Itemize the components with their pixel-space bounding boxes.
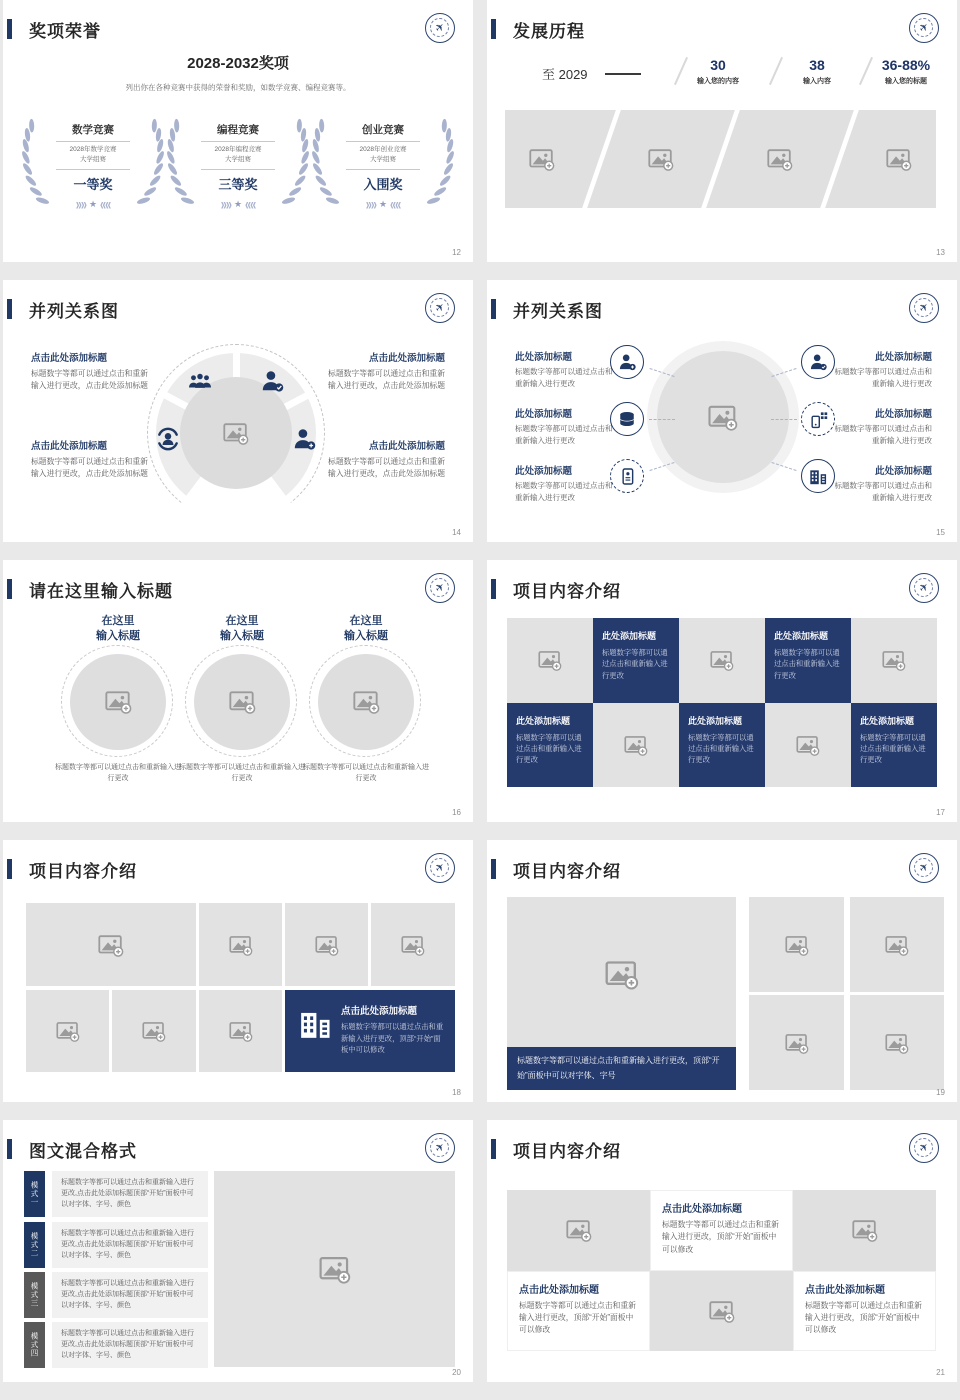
- chevrons-icon: ««: [100, 195, 111, 214]
- content-grid: [507, 1190, 936, 1351]
- slide-15-parallel-diagram[interactable]: [487, 280, 957, 542]
- id-card-icon: [610, 459, 644, 493]
- title-accent-bar: [491, 19, 496, 39]
- card-heading: 点击此处添加标题: [341, 1006, 418, 1017]
- circle-group: [177, 614, 307, 784]
- circle-group: [301, 614, 431, 784]
- image-placeholder-icon: [538, 649, 562, 671]
- image-placeholder-icon: [624, 734, 648, 756]
- building-icon: [801, 459, 835, 493]
- person-check-icon: [259, 368, 285, 394]
- mode-text: 标题数字等都可以通过点击和重新输入进行更改,点击此处添加标题顶部“开始”面板中可以对字体、字号、颜色: [52, 1171, 208, 1217]
- card-body: 标题数字等都可以通过点击和重新输入进行更改，顶部“开始”面板中可以修改: [662, 1220, 779, 1254]
- image-placeholder: [850, 995, 944, 1090]
- text-card: [285, 990, 455, 1072]
- plane-icon: ✈: [916, 20, 932, 36]
- slide-title: 图文混合格式: [29, 1142, 137, 1161]
- image-placeholder-icon: [710, 649, 734, 671]
- image-placeholder: [26, 903, 196, 986]
- person-orbit-icon: [155, 426, 181, 452]
- text-card: [507, 1271, 650, 1352]
- image-placeholder-icon: [852, 1218, 878, 1242]
- block-heading: 此处添加标题: [874, 409, 932, 420]
- database-icon: [610, 402, 644, 436]
- image-placeholder: [318, 654, 414, 750]
- stat-label: 输入您的内容: [697, 78, 739, 85]
- text-card: [793, 1271, 936, 1352]
- card-heading: 点击此处添加标题: [519, 1284, 599, 1296]
- timeline-year-label: 至 2029: [542, 67, 588, 82]
- person-add-icon: [610, 345, 644, 379]
- image-placeholder-icon: [353, 689, 380, 714]
- school-logo-icon: [909, 13, 939, 43]
- slide-title: 项目内容介绍: [513, 582, 621, 601]
- school-logo-icon: [909, 573, 939, 603]
- text-block: [832, 349, 932, 390]
- ring-diagram: [147, 344, 325, 522]
- award-prize: 一等奖: [73, 176, 113, 192]
- group-heading: 在这里 输入标题: [96, 615, 140, 642]
- chevrons-icon: ««: [390, 195, 401, 214]
- group-caption: 标题数字等都可以通过点击和重新输入进行更改: [303, 763, 429, 782]
- slide-header: [3, 576, 473, 606]
- slide-title: 并列关系图: [513, 302, 603, 321]
- award-wreath: [163, 116, 313, 232]
- card-heading: 此处添加标题: [602, 631, 657, 641]
- title-accent-bar: [491, 299, 496, 319]
- laurel-branch-icon: [426, 118, 456, 210]
- image-placeholder: [199, 990, 282, 1072]
- plane-icon: ✈: [916, 580, 932, 596]
- mode-tab: 模式一: [24, 1171, 45, 1217]
- plane-icon: ✈: [432, 580, 448, 596]
- laurel-branch-icon: [136, 118, 166, 210]
- text-block: [321, 438, 445, 480]
- school-logo-icon: [425, 573, 455, 603]
- divider: [201, 141, 275, 142]
- slide-header: [3, 1136, 473, 1166]
- page-number: 18: [452, 1088, 461, 1097]
- stat-block: [861, 57, 951, 86]
- page-number: 14: [452, 528, 461, 537]
- image-placeholder: [593, 703, 679, 788]
- text-block: [31, 350, 155, 392]
- school-logo-icon: [425, 853, 455, 883]
- stat-value: 36-88%: [881, 57, 931, 73]
- chevrons-icon: »»: [220, 195, 231, 214]
- image-placeholder-icon: [315, 934, 339, 956]
- card-heading: 此处添加标题: [688, 715, 743, 726]
- card-heading: 此处添加标题: [774, 631, 829, 641]
- page-number: 17: [936, 808, 945, 817]
- team-icon: [187, 368, 213, 394]
- block-body: 标题数字等都可以通过点击和重新输入进行更改: [515, 424, 613, 445]
- award-category: 创业竞赛: [362, 124, 404, 136]
- chevrons-icon: »»: [75, 195, 86, 214]
- image-placeholder-icon: [105, 689, 132, 714]
- stat-block: [782, 57, 852, 86]
- block-heading: 点击此处添加标题: [31, 353, 108, 364]
- image-placeholder: [285, 903, 368, 986]
- image-placeholder: [793, 1190, 936, 1271]
- award-wreath: [308, 116, 458, 232]
- slide-header: [3, 856, 473, 886]
- plane-icon: ✈: [916, 300, 932, 316]
- block-body: 标题数字等都可以通过点击和重新输入进行更改: [515, 481, 613, 502]
- slide-title: 奖项荣誉: [29, 22, 101, 41]
- block-heading: 此处添加标题: [515, 352, 573, 363]
- card-heading: 此处添加标题: [516, 715, 571, 726]
- stat-block: [673, 57, 763, 86]
- image-placeholder-icon: [767, 147, 793, 171]
- image-placeholder: [507, 618, 593, 703]
- support-person-icon: [801, 345, 835, 379]
- award-prize: 三等奖: [218, 176, 258, 192]
- center-image-placeholder: [657, 351, 789, 483]
- image-placeholder-icon: [401, 934, 425, 956]
- text-card: [593, 618, 679, 703]
- slash-divider: [769, 57, 783, 85]
- award-wreath: [18, 116, 168, 232]
- block-heading: 此处添加标题: [515, 466, 573, 477]
- slide-20-mixed-layout[interactable]: [3, 1120, 473, 1382]
- dashed-connector: [649, 419, 675, 420]
- image-placeholder-icon: [708, 403, 738, 431]
- text-card: [507, 703, 593, 788]
- slide-17-checkerboard[interactable]: [487, 560, 957, 822]
- image-placeholder-icon: [785, 1032, 809, 1054]
- image-placeholder: [26, 990, 109, 1072]
- divider: [56, 141, 130, 142]
- block-body: 标题数字等都可以通过点击和重新输入进行更改: [834, 424, 932, 445]
- school-logo-icon: [425, 13, 455, 43]
- title-accent-bar: [7, 579, 12, 599]
- image-placeholder-icon: [56, 1020, 80, 1042]
- slide-title: 项目内容介绍: [29, 862, 137, 881]
- dashed-connector: [771, 419, 797, 420]
- slide-header: [3, 16, 473, 46]
- image-placeholder: [765, 703, 851, 788]
- image-placeholder: [851, 618, 937, 703]
- image-placeholder-icon: [886, 147, 912, 171]
- card-heading: 点击此处添加标题: [662, 1204, 742, 1215]
- slide-19-image-layout[interactable]: [487, 840, 957, 1102]
- slide-title: 请在这里输入标题: [29, 582, 173, 601]
- text-block: [515, 463, 615, 504]
- image-placeholder-icon: [885, 1032, 909, 1054]
- card-body: 标题数字等都可以通过点击和重新输入进行更改: [688, 732, 754, 765]
- text-card: [650, 1190, 793, 1271]
- phone-qr-icon: [801, 402, 835, 436]
- page-number: 15: [936, 528, 945, 537]
- award-detail: 2028年数学竞赛 大学组赛: [69, 146, 117, 163]
- image-placeholder-icon: [882, 649, 906, 671]
- image-placeholder-icon: [885, 934, 909, 956]
- block-body: 标题数字等都可以通过点击和重新输入进行更改: [834, 367, 932, 388]
- text-block: [515, 406, 615, 447]
- text-block: [31, 438, 155, 480]
- title-accent-bar: [7, 299, 12, 319]
- award-detail: 2028年编程竞赛 大学组赛: [214, 146, 262, 163]
- stat-value: 30: [710, 57, 726, 73]
- image-placeholder-icon: [605, 958, 639, 990]
- slide-header: [487, 1136, 957, 1166]
- image-placeholder: [70, 654, 166, 750]
- slide-header: [487, 856, 957, 886]
- image-caption-bar: 标题数字等都可以通过点击和重新输入进行更改，顶部“开始”面板中可以对字体、字号: [507, 1047, 736, 1090]
- slide-16-three-circles[interactable]: [3, 560, 473, 822]
- block-heading: 点击此处添加标题: [368, 441, 445, 452]
- image-placeholder: [371, 903, 455, 986]
- text-card: [679, 703, 765, 788]
- image-placeholder: [679, 618, 765, 703]
- award-detail: 2028年创业竞赛 大学组赛: [359, 146, 407, 163]
- text-block: [321, 350, 445, 392]
- text-block: [515, 349, 615, 390]
- mode-text: 标题数字等都可以通过点击和重新输入进行更改,点击此处添加标题顶部“开始”面板中可以对字体、字号、颜色: [52, 1222, 208, 1268]
- card-heading: 点击此处添加标题: [805, 1284, 885, 1296]
- slide-title: 项目内容介绍: [513, 862, 621, 881]
- slide-header: [3, 296, 473, 326]
- chevrons-icon: »»: [365, 195, 376, 214]
- slide-14-parallel-diagram[interactable]: [3, 280, 473, 542]
- image-placeholder-icon: [796, 734, 820, 756]
- slide-header: [487, 576, 957, 606]
- divider: [201, 169, 275, 170]
- slide-12-awards[interactable]: [3, 0, 473, 262]
- school-logo-icon: [909, 853, 939, 883]
- card-body: 标题数字等都可以通过点击和重新输入进行更改，顶部“开始”面板中可以修改: [805, 1300, 922, 1335]
- image-placeholder: [749, 897, 844, 992]
- image-placeholder: [650, 1271, 793, 1352]
- laurel-branch-icon: [281, 118, 311, 210]
- chevrons-icon: ««: [245, 195, 256, 214]
- slide-header: [487, 16, 957, 46]
- image-placeholder-icon: [98, 933, 124, 957]
- card-body: 标题数字等都可以通过点击和重新输入进行更改，顶部“开始”面板中可以修改: [519, 1300, 636, 1335]
- mode-text: 标题数字等都可以通过点击和重新输入进行更改,点击此处添加标题顶部“开始”面板中可以对字体、字号、颜色: [52, 1272, 208, 1318]
- title-accent-bar: [491, 579, 496, 599]
- group-heading: 在这里 输入标题: [220, 615, 264, 642]
- image-placeholder-icon: [142, 1020, 166, 1042]
- block-body: 标题数字等都可以通过点击和重新输入进行更改: [515, 367, 613, 388]
- block-body: 标题数字等都可以通过点击和重新输入进行更改，点击此处添加标题: [328, 457, 445, 479]
- title-accent-bar: [491, 1139, 496, 1159]
- timeline-dash: [605, 73, 641, 75]
- school-logo-icon: [909, 293, 939, 323]
- slide-21-content-grid[interactable]: [487, 1120, 957, 1382]
- card-body: 标题数字等都可以通过点击和重新输入进行更改: [860, 732, 926, 765]
- page-number: 13: [936, 248, 945, 257]
- block-body: 标题数字等都可以通过点击和重新输入进行更改，点击此处添加标题: [328, 369, 445, 391]
- block-heading: 此处添加标题: [874, 466, 932, 477]
- text-card: [851, 703, 937, 788]
- page-number: 20: [452, 1368, 461, 1377]
- laurel-branch-icon: [165, 118, 195, 210]
- page-number: 21: [936, 1368, 945, 1377]
- stat-label: 输入您的标题: [885, 78, 927, 85]
- image-placeholder: [507, 1190, 650, 1271]
- image-placeholder-icon: [229, 689, 256, 714]
- page-number: 19: [936, 1088, 945, 1097]
- plane-icon: ✈: [432, 20, 448, 36]
- divider: [346, 169, 420, 170]
- school-logo-icon: [425, 293, 455, 323]
- image-placeholder-icon: [229, 934, 253, 956]
- person-group-icon: [291, 426, 317, 452]
- star-icon: ★: [88, 198, 98, 209]
- divider: [56, 169, 130, 170]
- checkerboard-grid: [507, 618, 937, 787]
- laurel-branch-icon: [20, 118, 50, 210]
- star-icon: ★: [233, 198, 243, 209]
- mode-text: 标题数字等都可以通过点击和重新输入进行更改,点击此处添加标题顶部“开始”面板中可以对字体、字号、颜色: [52, 1322, 208, 1368]
- image-placeholder-icon: [529, 147, 555, 171]
- card-body: 标题数字等都可以通过点击和重新输入进行更改: [516, 732, 582, 765]
- circle-group: [53, 614, 183, 784]
- title-accent-bar: [7, 859, 12, 879]
- block-body: 标题数字等都可以通过点击和重新输入进行更改，点击此处添加标题: [31, 457, 148, 479]
- mode-tab: 模式四: [24, 1322, 45, 1368]
- plane-icon: ✈: [916, 860, 932, 876]
- title-accent-bar: [7, 1139, 12, 1159]
- large-image-placeholder: [507, 897, 736, 1090]
- block-heading: 点击此处添加标题: [368, 353, 445, 364]
- awards-heading: 2028-2032奖项: [187, 55, 289, 72]
- award-prize: 入围奖: [363, 176, 403, 192]
- image-strip: [505, 110, 936, 208]
- image-placeholder-icon: [223, 421, 249, 445]
- page-number: 16: [452, 808, 461, 817]
- stat-label: 输入内容: [803, 78, 831, 85]
- group-caption: 标题数字等都可以通过点击和重新输入进行更改: [179, 763, 305, 782]
- block-heading: 此处添加标题: [874, 352, 932, 363]
- awards-subtitle: 列出你在各种竞赛中获得的荣誉和奖励，如数学竞赛、编程竞赛等。: [125, 83, 351, 92]
- plane-icon: ✈: [432, 860, 448, 876]
- image-placeholder-icon: [229, 1020, 253, 1042]
- image-placeholder: [850, 897, 944, 992]
- image-placeholder-icon: [566, 1218, 592, 1242]
- title-accent-bar: [7, 19, 12, 39]
- image-placeholder: [112, 990, 196, 1072]
- plane-icon: ✈: [432, 300, 448, 316]
- school-logo-icon: [909, 1133, 939, 1163]
- title-accent-bar: [491, 859, 496, 879]
- plane-icon: ✈: [916, 1140, 932, 1156]
- slide-title: 发展历程: [513, 22, 585, 41]
- award-category: 数学竞赛: [72, 124, 114, 136]
- slide-header: [487, 296, 957, 326]
- image-placeholder: [749, 995, 844, 1090]
- block-body: 标题数字等都可以通过点击和重新输入进行更改: [834, 481, 932, 502]
- block-body: 标题数字等都可以通过点击和重新输入进行更改，点击此处添加标题: [31, 369, 148, 391]
- text-block: [832, 406, 932, 447]
- card-body: 标题数字等都可以通过点击和重新输入进行更改: [774, 648, 840, 680]
- block-heading: 点击此处添加标题: [31, 441, 108, 452]
- stat-value: 38: [809, 57, 825, 73]
- card-body: 标题数字等都可以通过点击和重新输入进行更改，顶部“开始”面板中可以修改: [341, 1022, 444, 1055]
- card-body: 标题数字等都可以通过点击和重新输入进行更改: [602, 648, 668, 680]
- image-placeholder-icon: [709, 1299, 735, 1323]
- slide-18-image-grid[interactable]: [3, 840, 473, 1102]
- slide-13-timeline[interactable]: [487, 0, 957, 262]
- group-caption: 标题数字等都可以通过点击和重新输入进行更改: [55, 763, 181, 782]
- text-block: [832, 463, 932, 504]
- card-heading: 此处添加标题: [860, 715, 915, 726]
- page-number: 12: [452, 248, 461, 257]
- mode-tab: 模式二: [24, 1222, 45, 1268]
- building-icon: [297, 1007, 333, 1041]
- block-heading: 此处添加标题: [515, 409, 573, 420]
- laurel-branch-icon: [310, 118, 340, 210]
- award-category: 编程竞赛: [217, 124, 259, 136]
- image-placeholder: [194, 654, 290, 750]
- school-logo-icon: [425, 1133, 455, 1163]
- image-placeholder-icon: [785, 934, 809, 956]
- image-placeholder-icon: [319, 1254, 351, 1284]
- star-icon: ★: [378, 198, 388, 209]
- image-placeholder: [199, 903, 282, 986]
- group-heading: 在这里 输入标题: [344, 615, 388, 642]
- large-image-placeholder: [214, 1171, 455, 1367]
- text-card: [765, 618, 851, 703]
- image-placeholder-icon: [648, 147, 674, 171]
- slide-title: 项目内容介绍: [513, 1142, 621, 1161]
- divider: [346, 141, 420, 142]
- slide-title: 并列关系图: [29, 302, 119, 321]
- mode-tab: 模式三: [24, 1272, 45, 1318]
- plane-icon: ✈: [432, 1140, 448, 1156]
